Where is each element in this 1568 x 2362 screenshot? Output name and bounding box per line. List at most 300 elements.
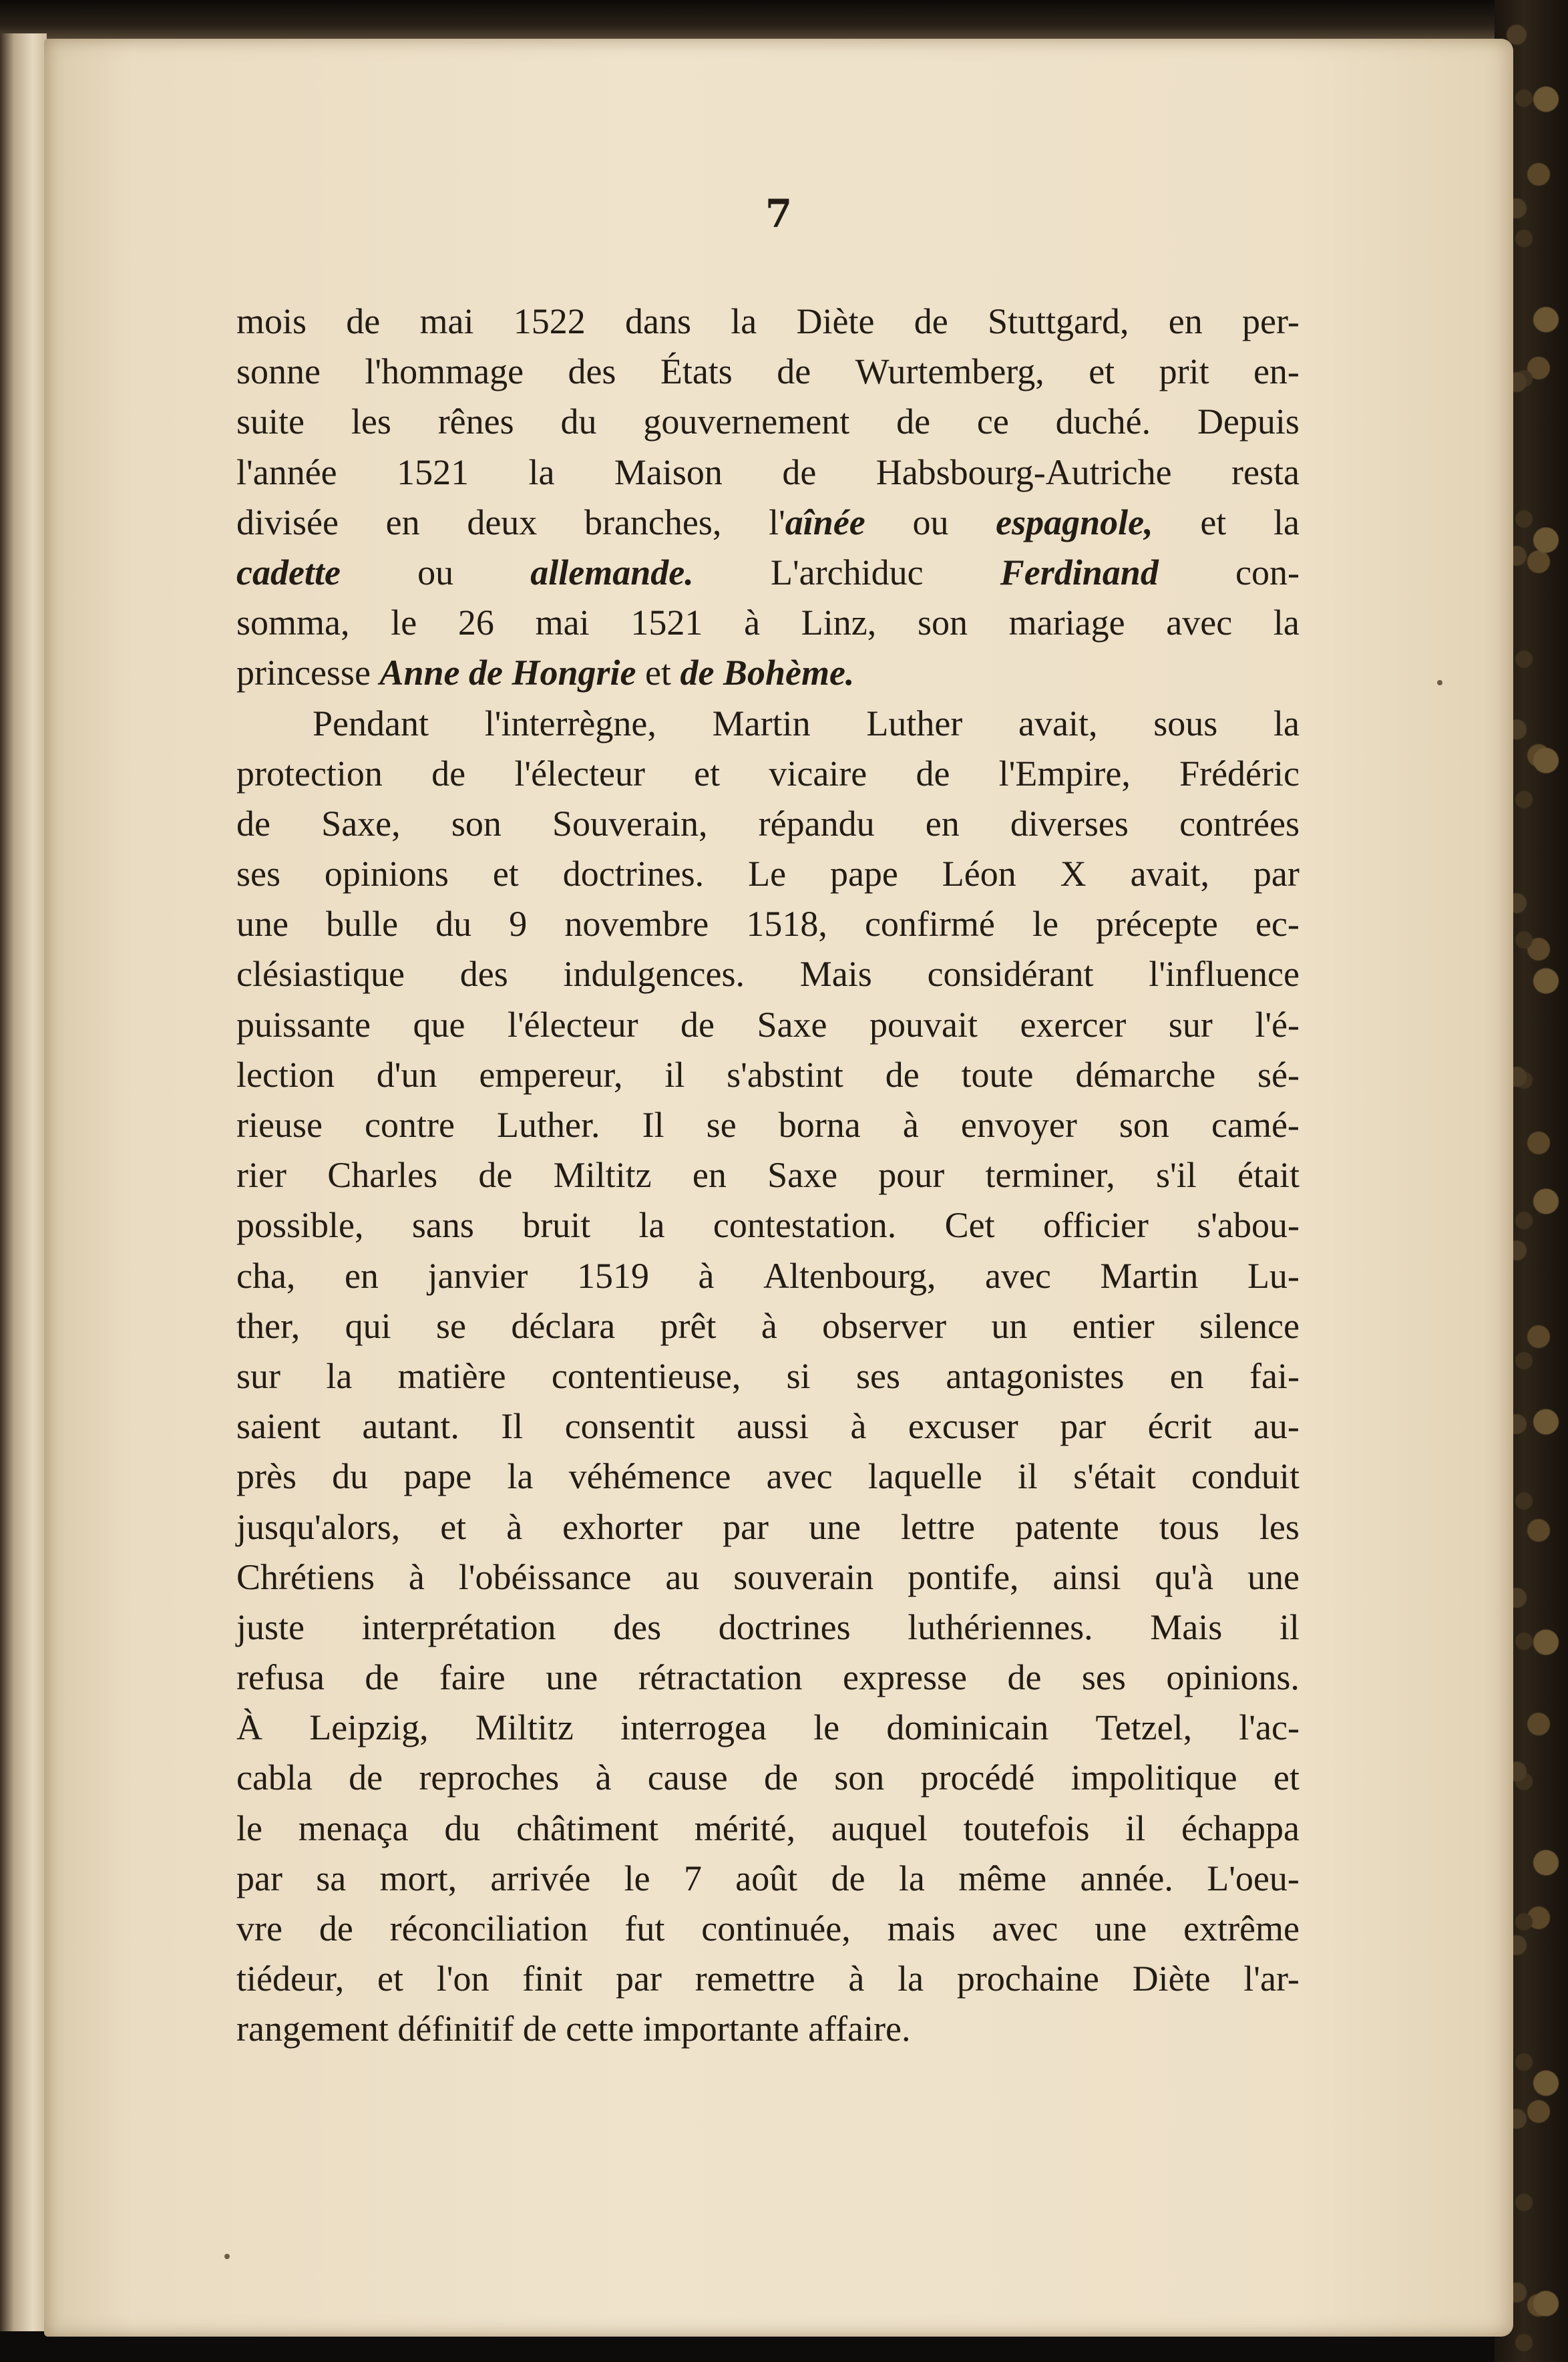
word: à — [744, 603, 761, 643]
word: Martin — [1100, 1255, 1199, 1296]
word: exhorter — [562, 1506, 683, 1547]
word: ses — [236, 854, 280, 894]
word: dans — [625, 301, 692, 341]
word: protection — [236, 753, 383, 794]
word: avait, — [1018, 703, 1098, 743]
word: Cet — [944, 1205, 995, 1246]
word: autant. — [362, 1406, 459, 1447]
word: silence — [1199, 1305, 1300, 1346]
word: avec — [1166, 603, 1233, 643]
word: avec — [992, 1908, 1058, 1949]
word: l'influence — [1149, 954, 1300, 995]
word: de — [1007, 1657, 1042, 1698]
word: de — [365, 1657, 399, 1698]
word: la — [528, 452, 555, 492]
word: continuée, — [701, 1908, 851, 1949]
word: était — [1237, 1155, 1300, 1196]
italic-word: espagnole, — [996, 502, 1153, 542]
word: avec — [766, 1456, 833, 1497]
text-line — [236, 1653, 1300, 1703]
word: un — [991, 1305, 1028, 1346]
word: envoyer — [960, 1105, 1077, 1145]
word: pontife, — [908, 1556, 1019, 1597]
text-line — [236, 1050, 1300, 1100]
word: conduit — [1191, 1456, 1300, 1497]
word: dominicain — [886, 1707, 1049, 1748]
word: Wurtemberg, — [855, 351, 1044, 392]
word: du — [435, 904, 472, 945]
word: sans — [411, 1205, 474, 1246]
word: ce — [976, 401, 1009, 442]
word: la — [507, 1456, 534, 1497]
word: prêt — [660, 1305, 717, 1346]
word: du — [444, 1808, 481, 1848]
word: Saxe — [767, 1155, 838, 1196]
word: extrême — [1183, 1908, 1300, 1949]
word: auquel — [831, 1808, 928, 1848]
word: pouvait — [869, 1004, 978, 1045]
word: sa — [316, 1858, 347, 1898]
word: la — [898, 1858, 925, 1898]
word: une — [236, 904, 288, 945]
word: Charles — [327, 1155, 438, 1196]
word: même — [958, 1858, 1047, 1898]
word: mais — [887, 1908, 956, 1949]
word: gouvernement — [643, 401, 850, 442]
word: de — [346, 301, 381, 341]
word: si — [786, 1355, 811, 1396]
word: une — [809, 1506, 861, 1547]
word: fai- — [1249, 1355, 1300, 1396]
word: des — [459, 954, 508, 995]
word: expresse — [843, 1657, 967, 1698]
word: son — [1119, 1105, 1169, 1145]
word: et — [440, 1506, 467, 1547]
word: écrit — [1147, 1406, 1212, 1447]
word: de — [782, 452, 817, 492]
word: de — [916, 753, 950, 794]
word: l'électeur — [507, 1004, 638, 1045]
word: observer — [822, 1305, 947, 1346]
word: la — [1273, 502, 1300, 542]
text-line — [236, 1854, 1300, 1904]
word: Lu- — [1247, 1255, 1300, 1296]
word: se — [436, 1305, 466, 1346]
word: qui — [345, 1305, 391, 1346]
word: toute — [961, 1054, 1034, 1095]
word: châtiment — [516, 1808, 658, 1848]
word: saient — [236, 1406, 321, 1447]
body-text — [236, 297, 1300, 2055]
word: l'é- — [1255, 1004, 1300, 1045]
word: en — [385, 502, 420, 542]
text-line — [236, 1753, 1300, 1803]
word: jusqu'alors, — [236, 1506, 401, 1547]
word: mai — [535, 603, 590, 643]
word: À — [236, 1707, 262, 1748]
word: borna — [778, 1105, 861, 1145]
word: Linz, — [801, 603, 877, 643]
text-line — [236, 1502, 1300, 1552]
text-line — [236, 297, 1300, 347]
word: duché. — [1055, 401, 1151, 442]
word: Léon — [942, 854, 1016, 894]
word: et — [1200, 502, 1227, 542]
word: il — [1279, 1607, 1300, 1647]
text-line — [236, 1251, 1300, 1301]
text-line — [236, 949, 1300, 999]
word: s'abou- — [1197, 1205, 1300, 1246]
text-line — [236, 1100, 1300, 1150]
word: pape — [403, 1456, 472, 1497]
word: 1521 — [630, 603, 703, 643]
word: arrivée — [490, 1858, 591, 1898]
word: de — [680, 1004, 715, 1045]
text-line — [236, 899, 1300, 949]
word: rier — [236, 1155, 286, 1196]
word: de — [831, 1858, 865, 1898]
word: de — [763, 1757, 798, 1798]
word: d'un — [376, 1054, 437, 1095]
italic-text: aînée — [785, 502, 865, 542]
word: ec- — [1255, 904, 1300, 945]
word: 7 — [683, 1858, 702, 1898]
word: suite — [236, 401, 305, 442]
word: clésiastique — [236, 954, 405, 995]
word: resta — [1231, 452, 1300, 492]
word: lettre — [901, 1506, 975, 1547]
word: rênes — [437, 401, 514, 442]
word: 1518, — [746, 904, 827, 945]
word: interprétation — [361, 1607, 556, 1647]
word: cha, — [236, 1255, 296, 1296]
text-line — [236, 1452, 1300, 1502]
word: le — [236, 1808, 262, 1848]
word: cause — [647, 1757, 728, 1798]
word: une — [546, 1657, 598, 1698]
word: aussi — [737, 1406, 809, 1447]
word: démarche — [1075, 1054, 1216, 1095]
word: août — [735, 1858, 798, 1898]
word: contestation. — [713, 1205, 897, 1246]
word: Altenbourg, — [763, 1255, 936, 1296]
word: il — [664, 1054, 685, 1095]
word: L'oeu- — [1207, 1858, 1300, 1898]
word: patente — [1014, 1506, 1119, 1547]
word: antagonistes — [946, 1355, 1125, 1396]
word: à — [902, 1105, 919, 1145]
word: considérant — [927, 954, 1094, 995]
word: Diète — [1132, 1959, 1211, 1999]
text-line — [236, 397, 1300, 447]
word: la — [1273, 703, 1300, 743]
text-line — [236, 1804, 1300, 1854]
word: qu'à — [1155, 1556, 1214, 1597]
word: rétractation — [638, 1657, 803, 1698]
word: pour — [878, 1155, 945, 1196]
word: camé- — [1211, 1105, 1300, 1145]
word: Luther — [866, 703, 963, 743]
word: s'abstint — [727, 1054, 843, 1095]
word: l'Empire, — [998, 753, 1131, 794]
word: sur — [1168, 1004, 1213, 1045]
word: de — [777, 351, 811, 392]
word: le — [624, 1858, 650, 1898]
word: sous — [1153, 703, 1218, 743]
word: confirmé — [864, 904, 995, 945]
word: en — [925, 803, 960, 844]
word: procédé — [920, 1757, 1035, 1798]
text-line — [236, 648, 1300, 698]
word: l'obéissance — [458, 1556, 632, 1597]
word: entier — [1072, 1305, 1155, 1346]
word: mort, — [379, 1858, 457, 1898]
word: opinions. — [1166, 1657, 1300, 1698]
word: l'aînée — [769, 502, 865, 542]
word: possible, — [236, 1205, 364, 1246]
word: de — [896, 401, 931, 442]
word: fut — [624, 1908, 665, 1949]
word: refusa — [236, 1657, 325, 1698]
word: l'ar- — [1243, 1959, 1300, 1999]
page-speck — [1437, 680, 1442, 685]
word: Luther. — [497, 1105, 600, 1145]
word: échappa — [1181, 1808, 1300, 1848]
word: la — [326, 1355, 353, 1396]
word: divisée — [236, 502, 339, 542]
word: s'était — [1073, 1456, 1156, 1497]
word: année. — [1080, 1858, 1173, 1898]
word: des — [568, 351, 616, 392]
word: sé- — [1257, 1054, 1300, 1095]
word: Il — [501, 1406, 524, 1447]
word: le — [813, 1707, 840, 1748]
word: à — [850, 1406, 867, 1447]
word: ther, — [236, 1305, 301, 1346]
word: la — [638, 1205, 665, 1246]
word: de — [885, 1054, 920, 1095]
word: mai — [419, 301, 474, 341]
text-run: et — [636, 653, 680, 693]
word: il — [1125, 1808, 1146, 1848]
word: en — [1168, 301, 1203, 341]
word: du — [332, 1456, 369, 1497]
text-line — [236, 2004, 1300, 2054]
word: s'il — [1156, 1155, 1197, 1196]
word: Mais — [1150, 1607, 1223, 1647]
text-line — [236, 849, 1300, 899]
word: par — [1253, 854, 1300, 894]
text-line — [236, 1301, 1300, 1351]
word: du — [560, 401, 597, 442]
italic-text: de Bohème. — [680, 653, 855, 693]
word: les — [351, 401, 391, 442]
word: 1519 — [576, 1255, 649, 1296]
word: au — [665, 1556, 700, 1597]
page-number: 7 — [765, 191, 793, 236]
text-line — [236, 749, 1300, 799]
word: indulgences. — [563, 954, 745, 995]
word: con- — [1235, 552, 1300, 593]
word: Il — [642, 1105, 664, 1145]
word: en — [692, 1155, 727, 1196]
word: de — [319, 1908, 353, 1949]
word: l'électeur — [514, 753, 645, 794]
word: au- — [1253, 1406, 1300, 1447]
word: souverain — [733, 1556, 874, 1597]
text-line — [236, 1904, 1300, 1954]
word: rieuse — [236, 1105, 323, 1145]
text-line — [236, 498, 1300, 548]
word: laquelle — [867, 1456, 982, 1497]
word: bulle — [326, 904, 399, 945]
facing-page-edge — [0, 33, 47, 2331]
word: somma, — [236, 603, 350, 643]
text-line — [236, 448, 1300, 498]
word: Pendant — [313, 703, 429, 743]
text-line — [236, 1552, 1300, 1602]
word: Saxe — [757, 1004, 827, 1045]
word: doctrines — [718, 1607, 851, 1647]
word: la — [731, 301, 757, 341]
text-line — [236, 1000, 1300, 1050]
word: 1522 — [513, 301, 586, 341]
word: officier — [1043, 1205, 1149, 1246]
word: pape — [829, 854, 898, 894]
word: toutefois — [963, 1808, 1090, 1848]
word: tiédeur, — [236, 1959, 345, 1999]
word: puissante — [236, 1004, 371, 1045]
word: opinions — [324, 854, 449, 894]
word: empereur, — [479, 1054, 623, 1095]
word: remettre — [695, 1959, 815, 1999]
word: la — [1273, 603, 1300, 643]
word: déclara — [511, 1305, 616, 1346]
word: Depuis — [1197, 401, 1300, 442]
word: lection — [236, 1054, 335, 1095]
text-run: , — [1144, 502, 1153, 542]
word: finit — [522, 1959, 583, 1999]
word: ses — [856, 1355, 901, 1396]
word: et — [1273, 1757, 1300, 1798]
word: à — [506, 1506, 523, 1547]
word: que — [413, 1004, 465, 1045]
word: contrées — [1179, 803, 1300, 844]
word: contentieuse, — [551, 1355, 741, 1396]
word: deux — [467, 502, 538, 542]
word: 26 — [457, 603, 494, 643]
word: faire — [439, 1657, 506, 1698]
text-run: princesse — [236, 653, 380, 693]
italic-word: allemande. — [530, 552, 694, 593]
italic-word: cadette — [236, 552, 341, 593]
word: Stuttgard, — [988, 301, 1129, 341]
italic-word: Ferdinand — [1000, 552, 1159, 593]
word: contre — [365, 1105, 455, 1145]
word: de — [349, 1757, 383, 1798]
word: à — [595, 1757, 612, 1798]
word: en — [1169, 1355, 1204, 1396]
word: se — [706, 1105, 737, 1145]
word: son — [917, 603, 968, 643]
word: et — [694, 753, 721, 794]
word: réconciliation — [389, 1908, 588, 1949]
word: avec — [984, 1255, 1051, 1296]
word: terminer, — [985, 1155, 1115, 1196]
word: le — [1032, 904, 1058, 945]
word: le — [391, 603, 417, 643]
word: par — [236, 1858, 282, 1898]
word: de — [236, 803, 270, 844]
word: mariage — [1008, 603, 1125, 643]
word: Maison — [614, 452, 723, 492]
text-line — [236, 1200, 1300, 1250]
word: l'année — [236, 452, 337, 492]
word: luthériennes. — [908, 1607, 1093, 1647]
word: Tetzel, — [1095, 1707, 1193, 1748]
word: Mais — [799, 954, 872, 995]
word: 9 — [509, 904, 528, 945]
word: et — [492, 854, 519, 894]
word: une — [1095, 1908, 1147, 1949]
word: interrogea — [620, 1707, 767, 1748]
word: à — [698, 1255, 715, 1296]
text-line — [236, 1351, 1300, 1401]
word: menaça — [298, 1808, 409, 1848]
word: l'ac- — [1239, 1707, 1300, 1748]
word: près — [236, 1456, 297, 1497]
word: l'on — [436, 1959, 489, 1999]
text-line — [236, 1703, 1300, 1753]
word: à — [408, 1556, 425, 1597]
word: sur — [236, 1355, 280, 1396]
word: Leipzig, — [309, 1707, 429, 1748]
word: Frédéric — [1179, 753, 1300, 794]
word: vre — [236, 1908, 282, 1949]
word: Le — [748, 854, 787, 894]
word: X — [1060, 854, 1087, 894]
word: ou — [417, 552, 454, 593]
word: il — [1017, 1456, 1038, 1497]
text-line — [236, 1602, 1300, 1653]
word: ou — [912, 502, 949, 542]
book-page — [44, 39, 1513, 2337]
word: à — [848, 1959, 865, 1999]
word: de — [431, 753, 466, 794]
text-line — [236, 1954, 1300, 2004]
text-line — [236, 1150, 1300, 1200]
word: Miltitz — [475, 1707, 574, 1748]
word: par — [1060, 1406, 1107, 1447]
word: diverses — [1010, 803, 1129, 844]
word: tous — [1159, 1506, 1219, 1547]
word: États — [660, 351, 733, 392]
word: bruit — [522, 1205, 591, 1246]
word: prit — [1159, 351, 1209, 392]
text-line — [236, 1401, 1300, 1452]
word: impolitique — [1070, 1757, 1237, 1798]
word: l'interrègne, — [484, 703, 656, 743]
word: excuser — [908, 1406, 1018, 1447]
word: en — [344, 1255, 379, 1296]
word: véhémence — [568, 1456, 731, 1497]
text-line — [236, 347, 1300, 397]
text-line — [236, 699, 1300, 749]
word: 1521 — [397, 452, 469, 492]
word: vicaire — [769, 753, 867, 794]
word: mois — [236, 301, 307, 341]
italic-text: Anne de Hongrie — [379, 653, 636, 693]
